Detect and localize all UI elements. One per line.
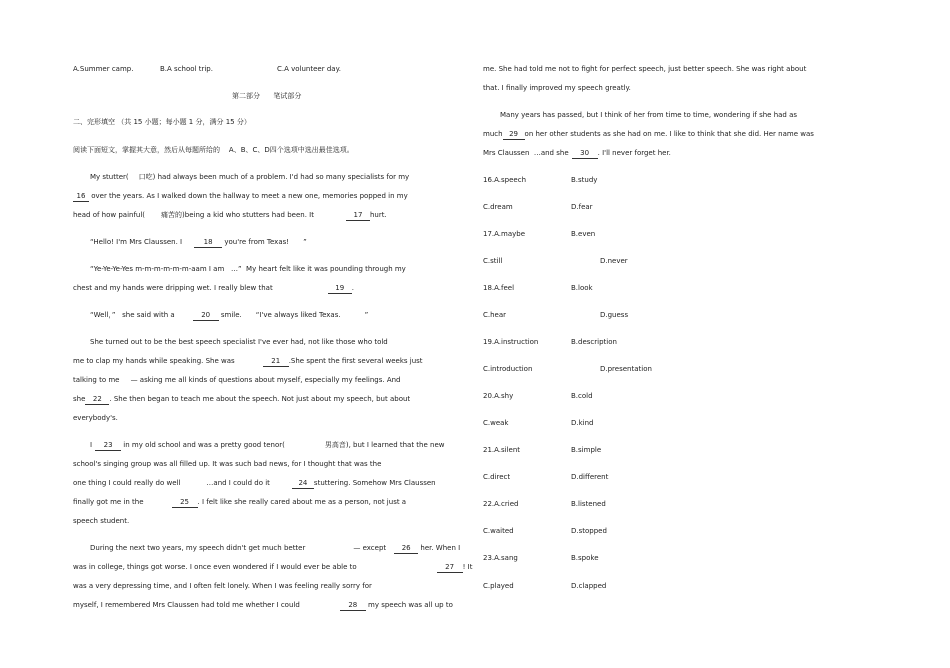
text: I [90, 441, 93, 449]
option-21-b: B.simple [571, 446, 602, 454]
r-line3: Many years has passed, but I think of her from time to time, wondering if she had as [500, 111, 798, 119]
option-23-d: D.clapped [571, 582, 607, 590]
option-21-d: D.different [571, 473, 609, 481]
p1-line1 [90, 173, 409, 182]
text: “Well，” she said with a [90, 311, 175, 319]
text: 口吃 [138, 173, 153, 181]
blank-20: 20 [193, 311, 219, 321]
option-16-b: B.study [571, 176, 598, 184]
text: she [73, 395, 86, 403]
text: . She then began to teach me about the speech. Not just about my speech, but about [109, 395, 411, 403]
p6-line5: speech student. [73, 517, 130, 525]
option-20-d: D.kind [571, 419, 594, 427]
blank-17: 17 [346, 211, 370, 221]
blank-16: 16 [73, 192, 89, 202]
text: hurt. [369, 211, 387, 219]
p6-line4 [73, 498, 406, 508]
option-18-d: D.guess [600, 311, 629, 319]
option-19-d: D.presentation [600, 365, 652, 373]
text: me to clap my hands while speaking. She was [73, 357, 235, 365]
blank-22: 22 [85, 395, 109, 405]
p5-line1: She turned out to be the best speech specialist I've ever had, not like those who told [90, 338, 388, 346]
text: “Hello! I'm Mrs Claussen. I [90, 238, 183, 246]
text: ) had always been much of a problem. I'd had so many specialists for my [152, 173, 410, 181]
part-two-title: 第二部分 笔试部分 [232, 92, 302, 100]
p5-line2 [73, 357, 423, 367]
p2-line [90, 238, 307, 248]
text: .She spent the first several weeks just [288, 357, 423, 365]
section-title: 二、完形填空 （共 15 小题；每小题 1 分，满分 15 分） [73, 118, 251, 126]
option-18-c: C.hear [483, 311, 507, 319]
option-18-a: 18.A.feel [483, 284, 515, 292]
option-22-a: 22.A.cried [483, 500, 519, 508]
text: ! It [462, 563, 473, 571]
text: much [483, 130, 503, 138]
text: her. When I [418, 544, 461, 552]
option-16-a: 16.A.speech [483, 176, 527, 184]
option-19-b: B.description [571, 338, 617, 346]
text: over the years. As I walked down the hallway to meet a new one, memories popped in my [89, 192, 408, 200]
option-22-b: B.listened [571, 500, 606, 508]
text: . [351, 284, 354, 292]
p6-line1 [90, 441, 445, 451]
text: “I've always liked Texas. [255, 311, 341, 319]
blank-28: 28 [340, 601, 366, 611]
option-18-b: B.look [571, 284, 593, 292]
option-23-b: B.spoke [571, 554, 599, 562]
p7-line2 [73, 563, 472, 573]
option-19-a: 19.A.instruction [483, 338, 539, 346]
p5-line4 [73, 395, 410, 405]
blank-25: 25 [172, 498, 198, 508]
option-23-a: 23.A.sang [483, 554, 518, 562]
text: head of how painful( [73, 211, 146, 219]
r-line2: that. I finally improved my speech greatly. [483, 84, 631, 92]
option-17-c: C.still [483, 257, 503, 265]
blank-27: 27 [437, 563, 463, 573]
p3-line2 [73, 284, 354, 294]
text: ” [303, 238, 307, 246]
option-19-c: C.introduction [483, 365, 533, 373]
option-16-d: D.fear [571, 203, 593, 211]
p7-line1 [90, 544, 460, 554]
text: ), but I learned that the new [345, 441, 445, 449]
option-15-c: C.A volunteer day. [277, 65, 341, 73]
p5-line3: talking to me — asking me all kinds of questions about myself, especially my feelings. And [73, 376, 401, 384]
text: During the next two years, my speech didn't get much better [90, 544, 306, 552]
text: one thing I could really do well [73, 479, 181, 487]
text: ” [364, 311, 369, 319]
blank-24: 24 [292, 479, 314, 489]
blank-29: 29 [503, 130, 525, 140]
text: . I'll never forget her. [597, 149, 671, 157]
option-17-a: 17.A.maybe [483, 230, 526, 238]
p6-line2: school's singing group was all filled up. It was such bad news, for I thought that was the [73, 460, 382, 468]
option-20-c: C.weak [483, 419, 509, 427]
text: My stutter( [90, 173, 129, 181]
p7-line4 [73, 601, 453, 611]
option-21-a: 21.A.silent [483, 446, 521, 454]
blank-18: 18 [194, 238, 222, 248]
text: stuttering. Somehow Mrs Claussen [313, 479, 436, 487]
p4-line [90, 311, 368, 321]
option-22-d: D.stopped [571, 527, 607, 535]
option-16-c: C.dream [483, 203, 513, 211]
text: you're from Texas! [222, 238, 290, 246]
option-23-c: C.played [483, 582, 514, 590]
blank-21: 21 [263, 357, 289, 367]
text: in my old school and was a pretty good tenor( [121, 441, 285, 449]
text: myself, I remembered Mrs Claussen had told me whether I could [73, 601, 300, 609]
p5-line5: everybody's. [73, 414, 118, 422]
text: smile. [218, 311, 242, 319]
text: 痛苦的 [161, 211, 183, 219]
option-15-a: A.Summer camp. [73, 65, 134, 73]
p1-line3 [73, 211, 387, 221]
text: . I felt like she really cared about me as a person, not just a [197, 498, 407, 506]
option-15-b: B.A school trip. [160, 65, 213, 73]
option-22-c: C.waited [483, 527, 514, 535]
r-line1: me. She had told me not to fight for perfect speech, just better speech. She was right about [483, 65, 807, 73]
p1-line2 [73, 192, 408, 202]
text: — except [353, 544, 387, 552]
text: on her other students as she had on me. I like to think that she did. Her name was [524, 130, 814, 138]
text: 男高音 [324, 441, 346, 449]
blank-23: 23 [95, 441, 121, 451]
blank-26: 26 [394, 544, 418, 554]
option-17-d: D.never [600, 257, 628, 265]
p7-line3: was a very depressing time, and I often felt lonely. When I was feeling really sorry for [73, 582, 372, 590]
text: was in college, things got worse. I once even wondered if I would ever be able to [73, 563, 357, 571]
instruction: 阅读下面短文，掌握其大意，然后从每题所给的 A、B、C、D四个选项中选出最佳选项。 [73, 146, 354, 154]
option-20-a: 20.A.shy [483, 392, 514, 400]
text: …and I could do it [206, 479, 270, 487]
p6-line3 [73, 479, 436, 489]
blank-19: 19 [328, 284, 352, 294]
blank-30: 30 [572, 149, 598, 159]
text: Mrs Claussen …and she [483, 149, 569, 157]
option-20-b: B.cold [571, 392, 593, 400]
text: my speech was all up to [365, 601, 453, 609]
text: )being a kid who stutters had been. It [182, 211, 314, 219]
option-21-c: C.direct [483, 473, 511, 481]
text: chest and my hands were dripping wet. I really blew that [73, 284, 273, 292]
r-line4 [483, 130, 814, 140]
r-line5 [483, 149, 671, 159]
p3-line1: “Ye-Ye-Ye-Yes m-m-m-m-m-m-aam I am …” My heart felt like it was pounding through my [90, 265, 406, 273]
text: finally got me in the [73, 498, 144, 506]
option-17-b: B.even [571, 230, 596, 238]
